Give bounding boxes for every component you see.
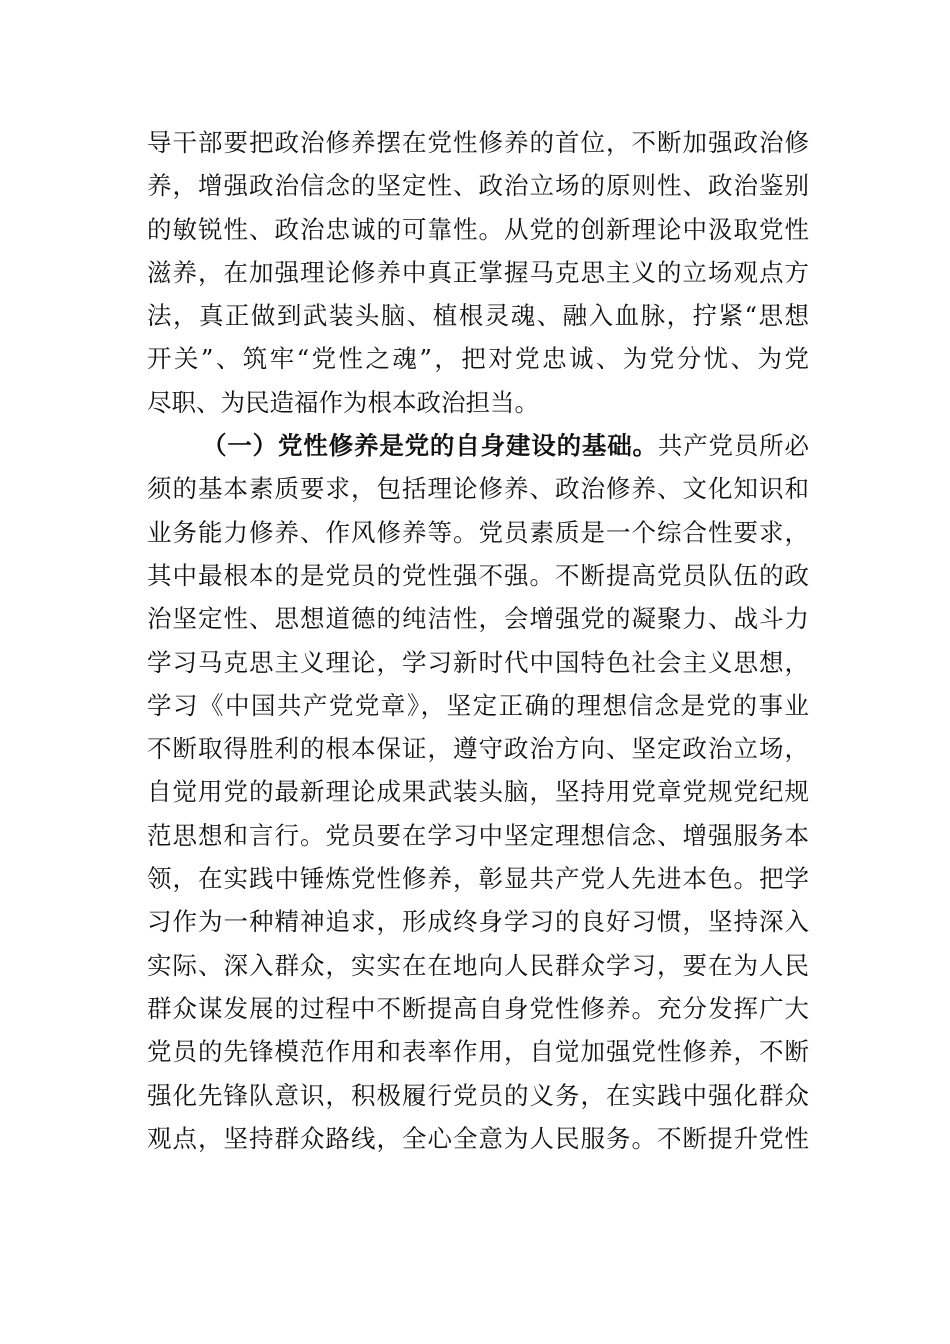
- paragraph2-line: 领，在实践中锤炼党性修养，彰显共产党人先进本色。把学: [147, 864, 809, 894]
- section-heading: （一）党性修养是党的自身建设的基础。: [202, 431, 658, 461]
- paragraph2-line: 治坚定性、思想道德的纯洁性，会增强党的凝聚力、战斗力: [147, 604, 809, 634]
- paragraph2-line: 实际、深入群众，实实在在地向人民群众学习，要在为人民: [147, 950, 809, 980]
- paragraph1-line: 导干部要把政治修养摆在党性修养的首位，不断加强政治修: [147, 128, 809, 157]
- paragraph1-line: 养，增强政治信念的坚定性、政治立场的原则性、政治鉴别: [147, 171, 809, 201]
- paragraph2-line: 须的基本素质要求，包括理论修养、政治修养、文化知识和: [147, 474, 809, 504]
- paragraph2-line: 不断取得胜利的根本保证，遵守政治方向、坚定政治立场，: [147, 734, 809, 764]
- paragraph2-line: 强化先锋队意识，积极履行党员的义务，在实践中强化群众: [147, 1080, 809, 1110]
- paragraph1-line: 尽职、为民造福作为根本政治担当。: [147, 387, 539, 417]
- paragraph2-line: 自觉用党的最新理论成果武装头脑，坚持用党章党规党纪规: [147, 777, 809, 807]
- paragraph2-line: 党员的先锋模范作用和表率作用，自觉加强党性修养，不断: [147, 1037, 809, 1067]
- paragraph2-line: 业务能力修养、作风修养等。党员素质是一个综合性要求，: [147, 517, 809, 547]
- paragraph2-line: 其中最根本的是党员的党性强不强。不断提高党员队伍的政: [147, 560, 809, 590]
- paragraph2-line: 习作为一种精神追求，形成终身学习的良好习惯，坚持深入: [147, 907, 809, 937]
- paragraph2-first-line: [147, 424, 809, 467]
- body-text: [147, 121, 809, 1160]
- paragraph1-line: 开关”、筑牢“党性之魂”，把对党忠诚、为党分忧、为党: [147, 344, 809, 374]
- paragraph2-line: 学习《中国共产党党章》，坚定正确的理想信念是党的事业: [147, 690, 809, 720]
- paragraph2-line: 学习马克思主义理论，学习新时代中国特色社会主义思想，: [147, 647, 809, 677]
- paragraph1-line: 滋养，在加强理论修养中真正掌握马克思主义的立场观点方: [147, 257, 809, 287]
- paragraph1-line: 的敏锐性、政治忠诚的可靠性。从党的创新理论中汲取党性: [147, 214, 809, 244]
- paragraph1-line: 法，真正做到武装头脑、植根灵魂、融入血脉，拧紧“思想: [147, 301, 809, 331]
- paragraph2-line: 观点，坚持群众路线，全心全意为人民服务。不断提升党性: [147, 1123, 809, 1153]
- paragraph2-line: 群众谋发展的过程中不断提高自身党性修养。充分发挥广大: [147, 993, 809, 1023]
- paragraph2-line: 范思想和言行。党员要在学习中坚定理想信念、增强服务本: [147, 820, 809, 850]
- paragraph2-first-line-text: 共产党员所必: [657, 431, 810, 461]
